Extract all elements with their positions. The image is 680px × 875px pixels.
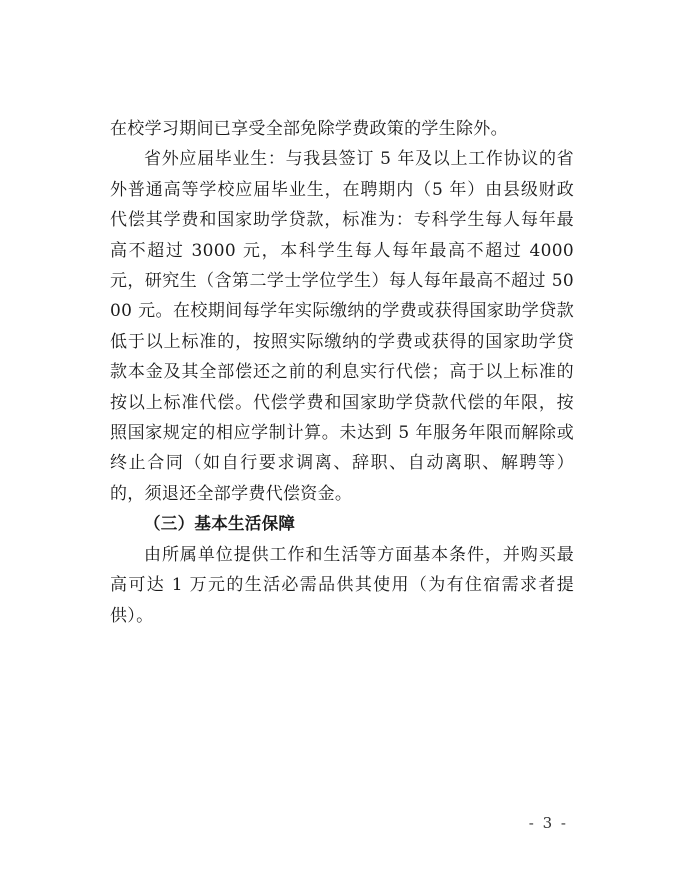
page-number: - 3 - xyxy=(528,814,568,832)
section-heading-basic-living-support: （三）基本生活保障 xyxy=(144,514,296,534)
document-body xyxy=(110,114,574,631)
paragraph-continuation: 在校学习期间已享受全部免除学费政策的学生除外。 xyxy=(110,119,508,139)
paragraph-out-of-province-graduates: 省外应届毕业生：与我县签订 5 年及以上工作协议的省外普通高等学校应届毕业生，在聘期内（5 年）由县级财政代偿其学费和国家助学贷款，标准为：专科学生每人每年最高不超过 3000 元，本科学生每人每年最高不超过 4000 元，研究生（含第二学士学位学生）每人每年最高不超过 5000 元。在校期间每学年实际缴纳的学费或获得国家助学贷款低于以上标准的，按照实际缴纳的学费或获得的国家助学贷款本金及其全部偿还之前的利息实行代偿；高于以上标准的按以上标准代偿。代偿学费和国家助学贷款代偿的年限，按照国家规定的相应学制计算。未达到 5 年服务年限而解除或终止合同（如自行要求调离、辞职、自动离职、解聘等）的，须退还全部学费代偿资金。 xyxy=(110,149,574,504)
paragraph-basic-living-support: 由所属单位提供工作和生活等方面基本条件，并购买最高可达 1 万元的生活必需品供其使用（为有住宿需求者提供）。 xyxy=(110,544,574,626)
